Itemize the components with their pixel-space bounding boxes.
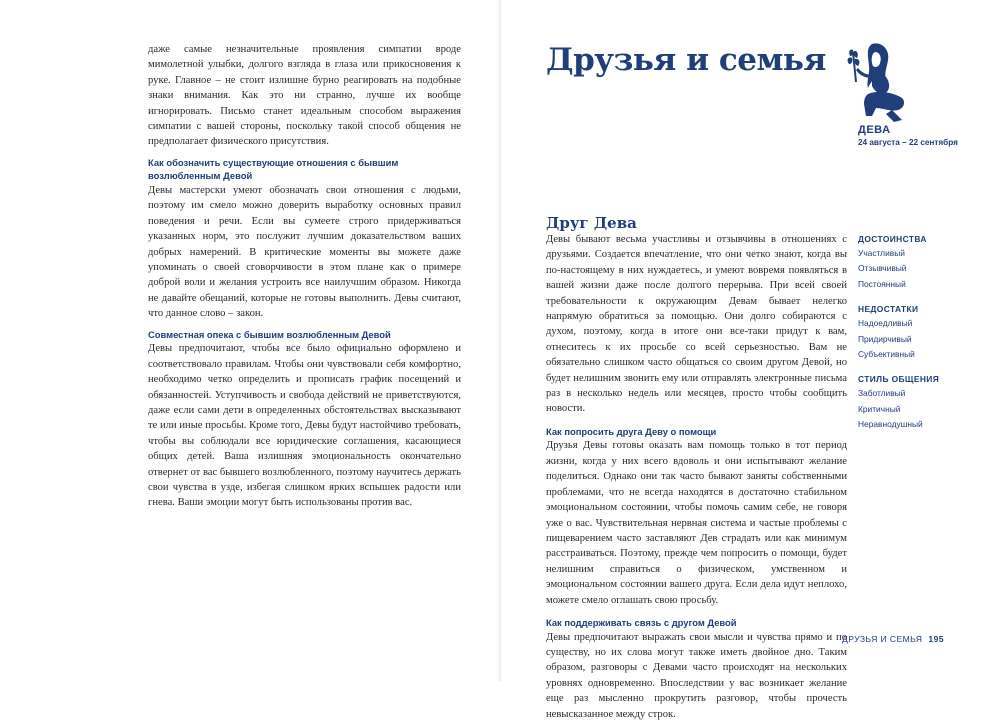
traits-sidebar xyxy=(858,232,978,433)
left-page xyxy=(0,0,500,681)
section-heading: Как поддерживать связь с другом Девой xyxy=(546,616,737,628)
weakness-item: Надоедливый xyxy=(858,318,913,329)
chapter-title: Друзья и семья xyxy=(546,42,826,78)
weakness-item: Придирчивый xyxy=(858,333,912,344)
communication-style-item: Критичный xyxy=(858,403,901,414)
section-paragraph: Девы предпочитают, чтобы все было официально оформлено и соответствовало правилам. Чтобы они чувствовали себя комфортно, необходимо четко определить и прописать график посещений и обязанностей. Уступчивость и свобода действий не приветствуются, даже если сами дети в определенных обстоятельствах высказывают те или иные просьбы. Кроме того, Девы будут настойчиво требовать, чтобы вы соблюдали все юридические соглашения, касающиеся общих детей. Ваша излишняя эмоциональность окончательно отвернет от вас бывшего возлюбленного, поэтому научитесь держать свои чувства в узде, избегая слишком ярких вспышек радости или гнева. Ваши эмоции могут быть использованы против вас. xyxy=(148,343,461,509)
communication-style-heading: СТИЛЬ ОБЩЕНИЯ xyxy=(858,374,940,385)
section-heading: Совместная опека с бывшим возлюбленным Девой xyxy=(148,328,391,340)
strengths-heading: ДОСТОИНСТВА xyxy=(858,234,927,244)
page-number: 195 xyxy=(928,634,944,644)
section-heading: Как обозначить существующие отношения с бывшим возлюбленным Девой xyxy=(148,156,399,182)
strength-item: Постоянный xyxy=(858,278,906,289)
weaknesses-heading: НЕДОСТАТКИ xyxy=(858,304,919,315)
intro-paragraph: даже самые незначительные проявления симпатии вроде мимолетной улыбки, долгого взгляда в глаза или прикосновения к руке. Главное – не стоит излишне бурно реагировать на подобные знаки внимания. Как это ни странно, лучше их вообще игнорировать. Письмо станет идеальным способом выражения симпатии с вашей стороны, поскольку такой способ общения не предполагает физического присутствия. xyxy=(148,44,461,148)
communication-style-item: Неравнодушный xyxy=(858,419,923,430)
section-paragraph: Девы предпочитают выражать свои мысли и чувства прямо и по существу, но их слова могут также иметь двойное дно. Таким образом, разговоры с Девами часто происходят на нескольких уровнях одновременно. Впоследствии у вас возникает желание еще раз мысленно прокрутить разговор, чтобы прочесть невысказанное между строк. xyxy=(546,631,847,720)
left-column xyxy=(148,42,461,511)
section-paragraph: Девы мастерски умеют обозначать свои отношения с людьми, поэтому им смело можно доверить выработку основных правил поведения и речи. Если вы сумеете строго придерживаться указанных норм, это послужит лучшим доказательством ваших добрых намерений. В критические моменты вы можете даже упоминать о своей сговорчивости в этом плане как о примере доброй воли и желания устроить все наилучшим образом. Никогда не давайте обещаний, которые не готовы выполнить. Девы считают, что данное слово – закон. xyxy=(148,185,461,320)
right-page xyxy=(501,0,1001,720)
footer-section-title: ДРУЗЬЯ И СЕМЬЯ xyxy=(842,634,923,644)
virgo-maiden-icon xyxy=(842,42,910,122)
zodiac-sign-name: ДЕВА xyxy=(858,124,891,136)
section-heading: Как попросить друга Деву о помощи xyxy=(546,425,717,437)
right-column xyxy=(546,232,847,722)
weakness-item: Субъективный xyxy=(858,349,915,360)
communication-style-item: Заботливый xyxy=(858,388,906,399)
section-title: Друг Дева xyxy=(546,214,637,232)
section-paragraph: Друзья Девы готовы оказать вам помощь только в тот период жизни, когда у них всего вдоволь и они испытывают желание поделиться. Однако они так часто бывают заняты собственными проблемами, что не всегда находятся в достаточно стабильном эмоциональном состоянии, чтобы помочь самим себе, не говоря уже о вас. Чувствительная нервная система и частые проблемы с пищеварением часто заставляют Дев страдать или как минимум расстраиваться. Поэтому, прежде чем попросить о помощи, будет нелишним справиться о физическом, умственном и эмоциональном состоянии вашего друга. Если дела идут неплохо, можете смело оглашать свою просьбу. xyxy=(546,440,847,606)
zodiac-sign-dates: 24 августа – 22 сентября xyxy=(858,138,958,147)
running-footer xyxy=(842,634,944,644)
strength-item: Отзывчивый xyxy=(858,263,907,274)
intro-paragraph: Девы бывают весьма участливы и отзывчивы в отношениях с друзьями. Создается впечатление, что они четко знают, когда вы по-настоящему в них нуждаетесь, и умеют вовремя появляться в вашей жизни даже после долгого перерыва. При всей своей требовательности к окружающим Девам бывает нелегко напрямую обратиться за помощью. Они долго собираются с духом, поэтому, когда в итоге они все-таки придут к вам, отнеситесь к их просьбе со всей серьезностью. Вам не обязательно слишком часто общаться со своим другом Девой, но будет нелишним звонить ему или отправлять электронные письма раз в несколько недель или месяцев, просто чтобы сообщить новости. xyxy=(546,234,847,415)
strength-item: Участливый xyxy=(858,248,905,258)
